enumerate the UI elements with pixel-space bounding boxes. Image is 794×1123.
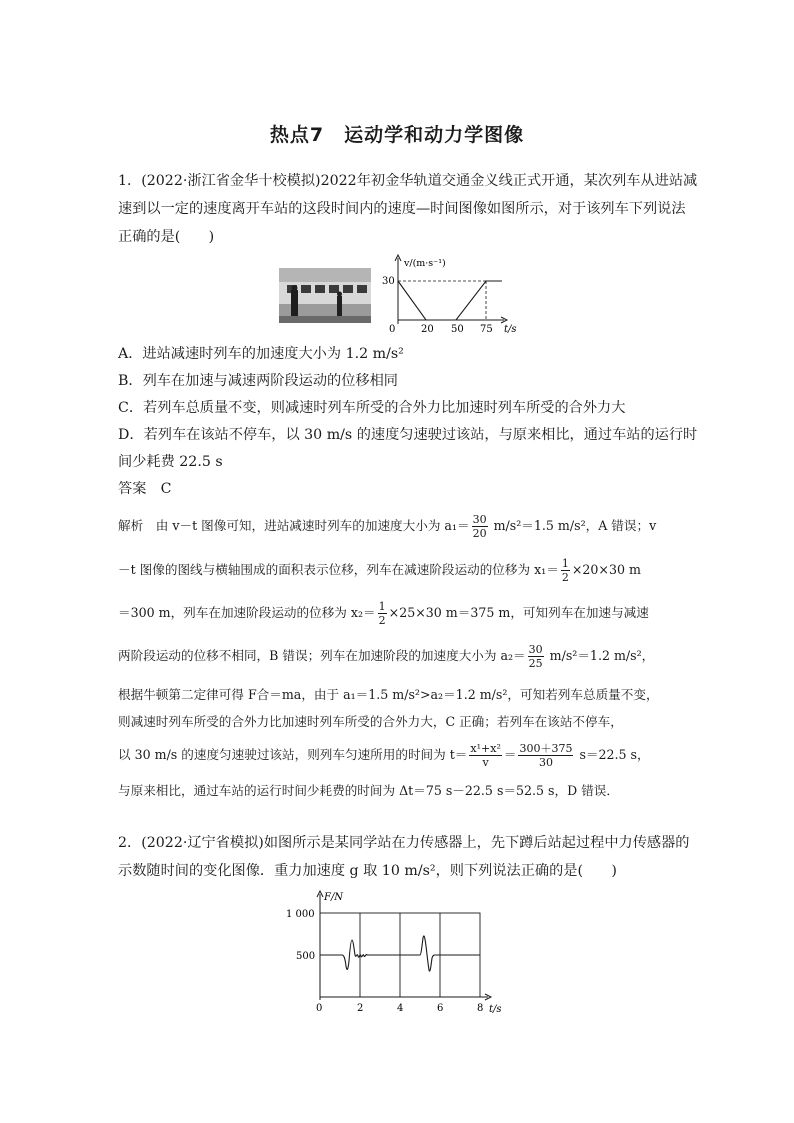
velocity-time-graph (378, 252, 518, 334)
question-2-stem (118, 829, 690, 885)
t-tick-50: 50 (451, 324, 464, 334)
t-tick-0: 0 (316, 1003, 323, 1014)
solution-line: 根据牛顿第二定律可得 F合＝ma，由于 a₁＝1.5 m/s²>a₂＝1.2 m/s²，可知若列车总质量不变， (118, 687, 659, 702)
t-tick-8: 8 (477, 1003, 484, 1014)
solution-line: －t 图像的图线与横轴围成的面积表示位移，列车在减速阶段运动的位移为 x₁＝ $\frac{1}{2}$ ×20×30 m (118, 557, 641, 584)
v-tick-30: 30 (382, 276, 395, 287)
fraction: $\frac{1}{2}$ (561, 557, 569, 584)
option-d-continued: 间少耗费 22.5 s (118, 454, 223, 470)
q1-stem-line: 1．(2022·浙江省金华十校模拟)2022年初金华轨道交通金义线正式开通，某次列车从进站减 (118, 173, 698, 189)
solution-line: 解析 由 v－t 图像可知，进站减速时列车的加速度大小为 a₁＝ $\frac{30}{20}$ m/s²＝1.5 m/s²，A 错误；v (118, 513, 657, 540)
option-c: C．若列车总质量不变，则减速时列车所受的合外力比加速时列车所受的合外力大 (118, 400, 626, 416)
q1-stem-line: 速到以一定的速度离开车站的这段时间内的速度—时间图像如图所示，对于该列车下列说法 (118, 201, 686, 217)
fraction: $\frac{30}{20}$ (472, 513, 487, 540)
f-tick-500: 500 (296, 951, 316, 962)
answer: 答案 C (118, 481, 172, 497)
t-tick-6: 6 (437, 1003, 444, 1014)
option-a: A．进站减速时列车的加速度大小为 1.2 m/s² (118, 346, 404, 362)
option-d: D．若列车在该站不停车，以 30 m/s 的速度匀速驶过该站，与原来相比，通过车站的运行时 (118, 427, 698, 443)
q1-stem-line: 正确的是( ) (118, 229, 215, 245)
fraction: $\frac{\text{x¹+x²}}{v}$ (470, 742, 501, 769)
train-photo (279, 268, 371, 323)
t-axis-label: t/s (504, 324, 517, 334)
force-time-graph (282, 886, 512, 1018)
t-tick-4: 4 (397, 1003, 404, 1014)
solution-line: 两阶段运动的位移不相同，B 错误；列车在加速阶段的加速度大小为 a₂＝ $\frac{30}{25}$ m/s²＝1.2 m/s²， (118, 643, 655, 670)
fraction: $\frac{300+375}{30}$ (519, 742, 573, 769)
solution-line: ＝300 m，列车在加速阶段运动的位移为 x₂＝ $\frac{1}{2}$ ×25×30 m＝375 m，可知列车在加速与减速 (118, 600, 649, 627)
solution-line: 与原来相比，通过车站的运行时间少耗费的时间为 Δt＝75 s－22.5 s＝52.5 s，D 错误． (118, 783, 619, 798)
v-axis-label: v/(m·s⁻¹) (404, 258, 446, 269)
fraction: $\frac{1}{2}$ (378, 600, 386, 627)
question-1-stem (118, 167, 698, 251)
time-axis-label: t/s (489, 1004, 502, 1015)
fraction: $\frac{30}{25}$ (528, 643, 543, 670)
f-axis-label: F/N (324, 892, 344, 903)
q2-stem-line: 示数随时间的变化图像．重力加速度 g 取 10 m/s²，则下列说法正确的是( ) (118, 863, 617, 879)
option-b: B．列车在加速与减速两阶段运动的位移相同 (118, 373, 398, 389)
q2-stem-line: 2．(2022·辽宁省模拟)如图所示是某同学站在力传感器上，先下蹲后站起过程中力传感器的 (118, 835, 690, 851)
origin-label: 0 (389, 324, 396, 334)
solution-line: 以 30 m/s 的速度匀速驶过该站，则列车匀速所用的时间为 t＝ $\frac{\text{x¹+x²}}{v}$ ＝ $\frac{300+375}{30}$ s＝22.5 s， (118, 742, 650, 769)
solution-line: 则减速时列车所受的合外力比加速时列车所受的合外力大，C 正确；若列车在该站不停车， (118, 714, 623, 729)
page-title: 热点7 运动学和动力学图像 (269, 124, 525, 146)
t-tick-20: 20 (421, 324, 434, 334)
t-tick-75: 75 (480, 324, 493, 334)
t-tick-2: 2 (357, 1003, 364, 1014)
f-tick-1000: 1 000 (286, 909, 315, 920)
